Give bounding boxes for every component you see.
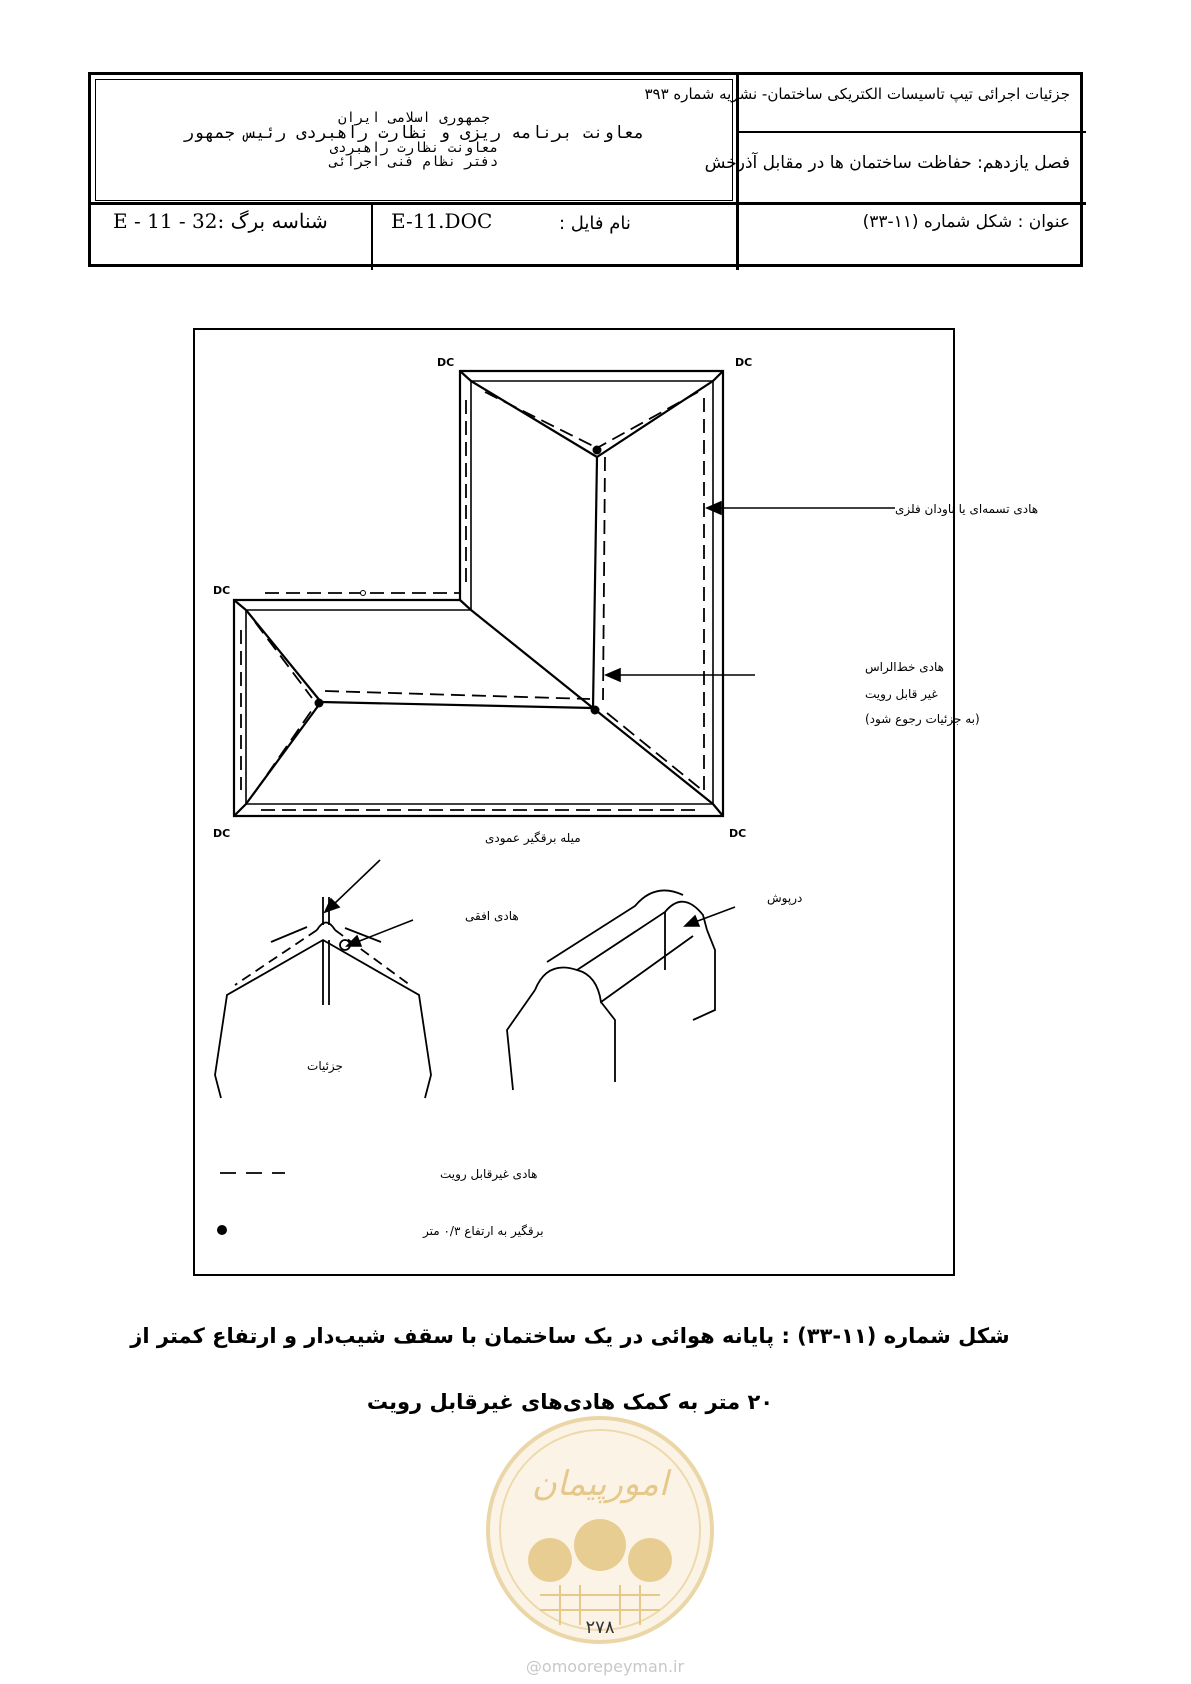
watermark-logo [480, 1410, 720, 1650]
header-divider-h1 [736, 131, 1086, 133]
roof-drawing [195, 330, 1039, 1274]
air-terminal-dot [593, 446, 602, 455]
page-number: ۲۷۸ [585, 1617, 615, 1638]
figure-title: عنوان : شکل شماره (۱۱-۳۳) [862, 212, 1070, 232]
dc-label: DC [729, 827, 747, 840]
org-line-4: دفتر نظام فنی اجرائی [329, 154, 499, 170]
label-cover: درپوش [767, 891, 803, 905]
org-line-2: معاونت برنامه ریزی و نظارت راهبردی رئیس جمهور [183, 123, 645, 143]
figure-caption-line-2: ۲۰ متر به کمک هادی‌های غیرقابل رویت [366, 1390, 774, 1414]
figure-frame [193, 328, 1039, 1276]
legend-dot-swatch [217, 1225, 227, 1235]
dc-label: DC [437, 356, 455, 369]
publication-title: جزئیات اجرائی تیپ تاسیسات الکتریکی ساختمان- نشریه شماره ۳۹۳ [644, 85, 1070, 103]
sheet-id: شناسه برگ :32 - 11 - E [113, 209, 328, 233]
legend-dashed-label: هادی غیرقابل رویت [440, 1167, 538, 1181]
dc-label: DC [213, 827, 231, 840]
detail-cover [507, 890, 715, 1090]
dc-label: DC [735, 356, 753, 369]
watermark-logo-text: امورپیمان [531, 1464, 669, 1504]
label-ridge-1: هادی خط‌الراس [865, 660, 944, 674]
chapter-title: فصل یازدهم: حفاظت ساختمان ها در مقابل آذرخش [704, 153, 1070, 173]
watermark-url: @omoorepeyman.ir [525, 1657, 685, 1676]
header-divider-h2 [91, 202, 1086, 205]
air-terminal-dot [315, 699, 324, 708]
label-vertical-rod: میله برقگیر عمودی [485, 831, 581, 845]
header-divider-v2 [371, 202, 373, 270]
label-detail: جزئیات [307, 1059, 343, 1073]
label-horizontal: هادی افقی [465, 909, 519, 923]
document-header [88, 72, 1083, 267]
org-line-3: معاونت نظارت راهبردی [329, 140, 499, 156]
label-ridge-3: (به جزئیات رجوع شود) [865, 712, 980, 726]
small-circle-mark [361, 591, 366, 596]
figure-caption-line-1: شکل شماره (۱۱-۳۳) : پایانه هوائی در یک ساختمان با سقف شیب‌دار و ارتفاع کمتر از [130, 1324, 1010, 1348]
file-name-label: نام فایل : [559, 213, 631, 234]
air-terminals [315, 446, 602, 715]
file-name-value: E-11.DOC [391, 209, 493, 233]
label-ridge-2: غیر قابل رویت [865, 687, 938, 701]
label-strip-conductor: هادی تسمه‌ای یا ناودان فلزی [895, 502, 1039, 516]
organization-block [95, 79, 733, 201]
legend-dot-label: برقگیر به ارتفاع ۰/۳ متر [423, 1224, 544, 1238]
org-line-1: جمهوری اسلامی ایران [338, 110, 490, 126]
air-terminal-dot [591, 706, 600, 715]
dc-label: DC [213, 584, 231, 597]
